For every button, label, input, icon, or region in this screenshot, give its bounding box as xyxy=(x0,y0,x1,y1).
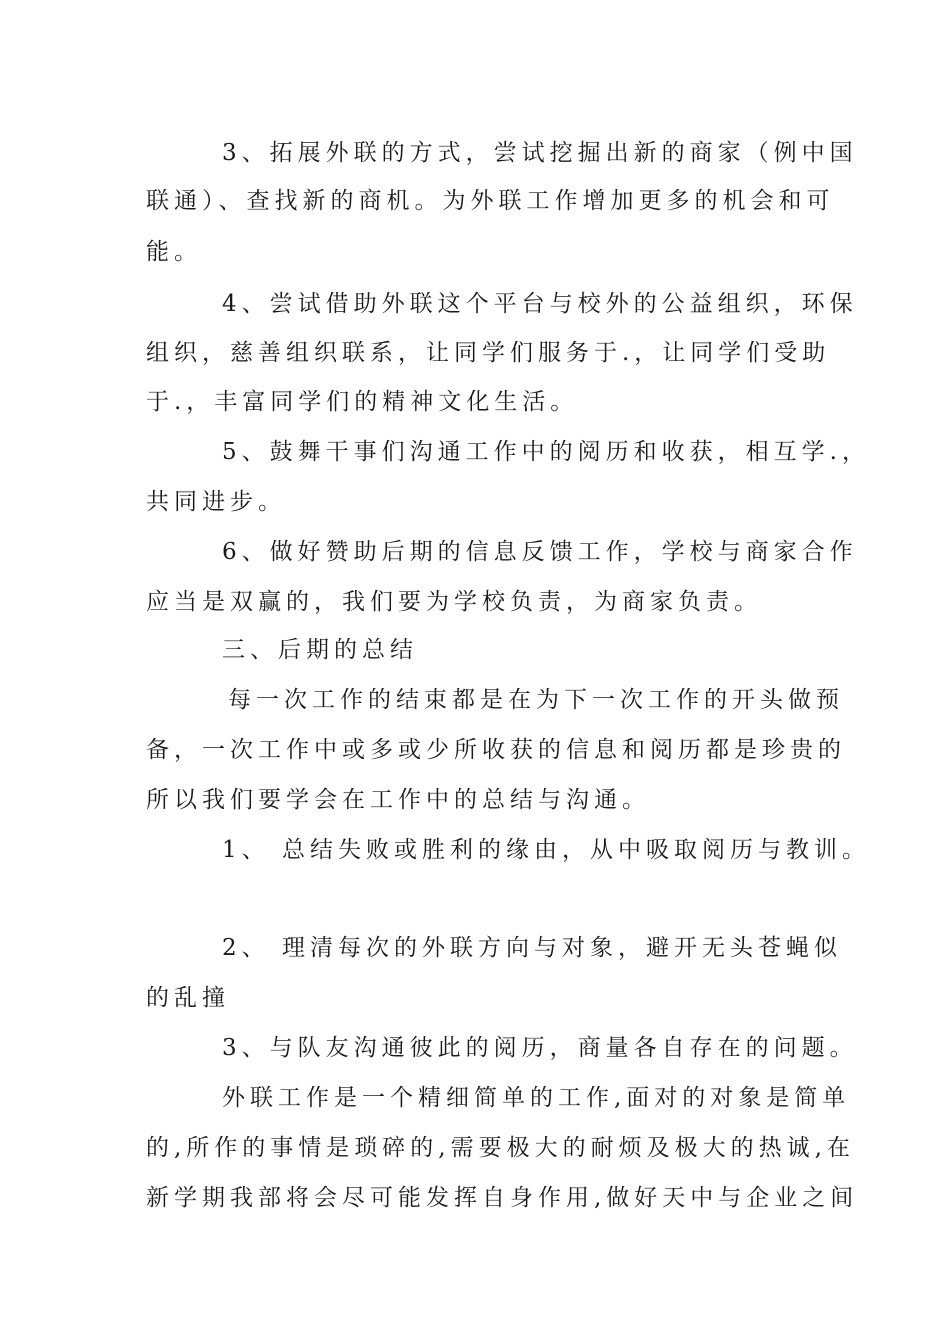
p1-line-3: 能。 xyxy=(146,239,202,265)
p2-line-1: 4、尝试借助外联这个平台与校外的公益组织，环保 xyxy=(222,291,858,317)
p6-line-1: 每一次工作的结束都是在为下一次工作的开头做预 xyxy=(228,687,844,713)
p1-line-1: 3、拓展外联的方式，尝试挖掘出新的商家（例中国 xyxy=(222,140,858,166)
p6-line-2: 备，一次工作中或多或少所收获的信息和阅历都是珍贵的 xyxy=(146,737,846,763)
p8-line-1: 2、 理清每次的外联方向与对象，避开无头苍蝇似 xyxy=(222,935,842,961)
p8-line-2: 的乱撞 xyxy=(146,985,230,1011)
p9-line-1: 3、与队友沟通彼此的阅历，商量各自存在的问题。 xyxy=(222,1035,858,1061)
p10-line-3: 新学期我部将会尽可能发挥自身作用,做好天中与企业之间 xyxy=(146,1185,859,1211)
p3-line-2: 共同进步。 xyxy=(146,489,286,515)
p3-line-1: 5、鼓舞干事们沟通工作中的阅历和收获，相互学.， xyxy=(222,439,870,465)
p6-line-3: 所以我们要学会在工作中的总结与沟通。 xyxy=(146,787,650,813)
p2-line-3: 于.，丰富同学们的精神文化生活。 xyxy=(146,389,579,415)
p7-line-1: 1、 总结失败或胜利的缘由，从中吸取阅历与教训。 xyxy=(222,837,870,863)
p10-line-1: 外联工作是一个精细简单的工作,面对的对象是简单 xyxy=(222,1085,851,1111)
p10-line-2: 的,所作的事情是琐碎的,需要极大的耐烦及极大的热诚,在 xyxy=(146,1135,855,1161)
section-heading: 三、后期的总结 xyxy=(222,637,418,663)
p1-line-2: 联通）、查找新的商机。为外联工作增加更多的机会和可 xyxy=(146,188,835,214)
p4-line-2: 应当是双赢的，我们要为学校负责，为商家负责。 xyxy=(146,589,762,615)
p4-line-1: 6、做好赞助后期的信息反馈工作，学校与商家合作 xyxy=(222,539,858,565)
p2-line-2: 组织，慈善组织联系，让同学们服务于.，让同学们受助 xyxy=(146,340,831,366)
